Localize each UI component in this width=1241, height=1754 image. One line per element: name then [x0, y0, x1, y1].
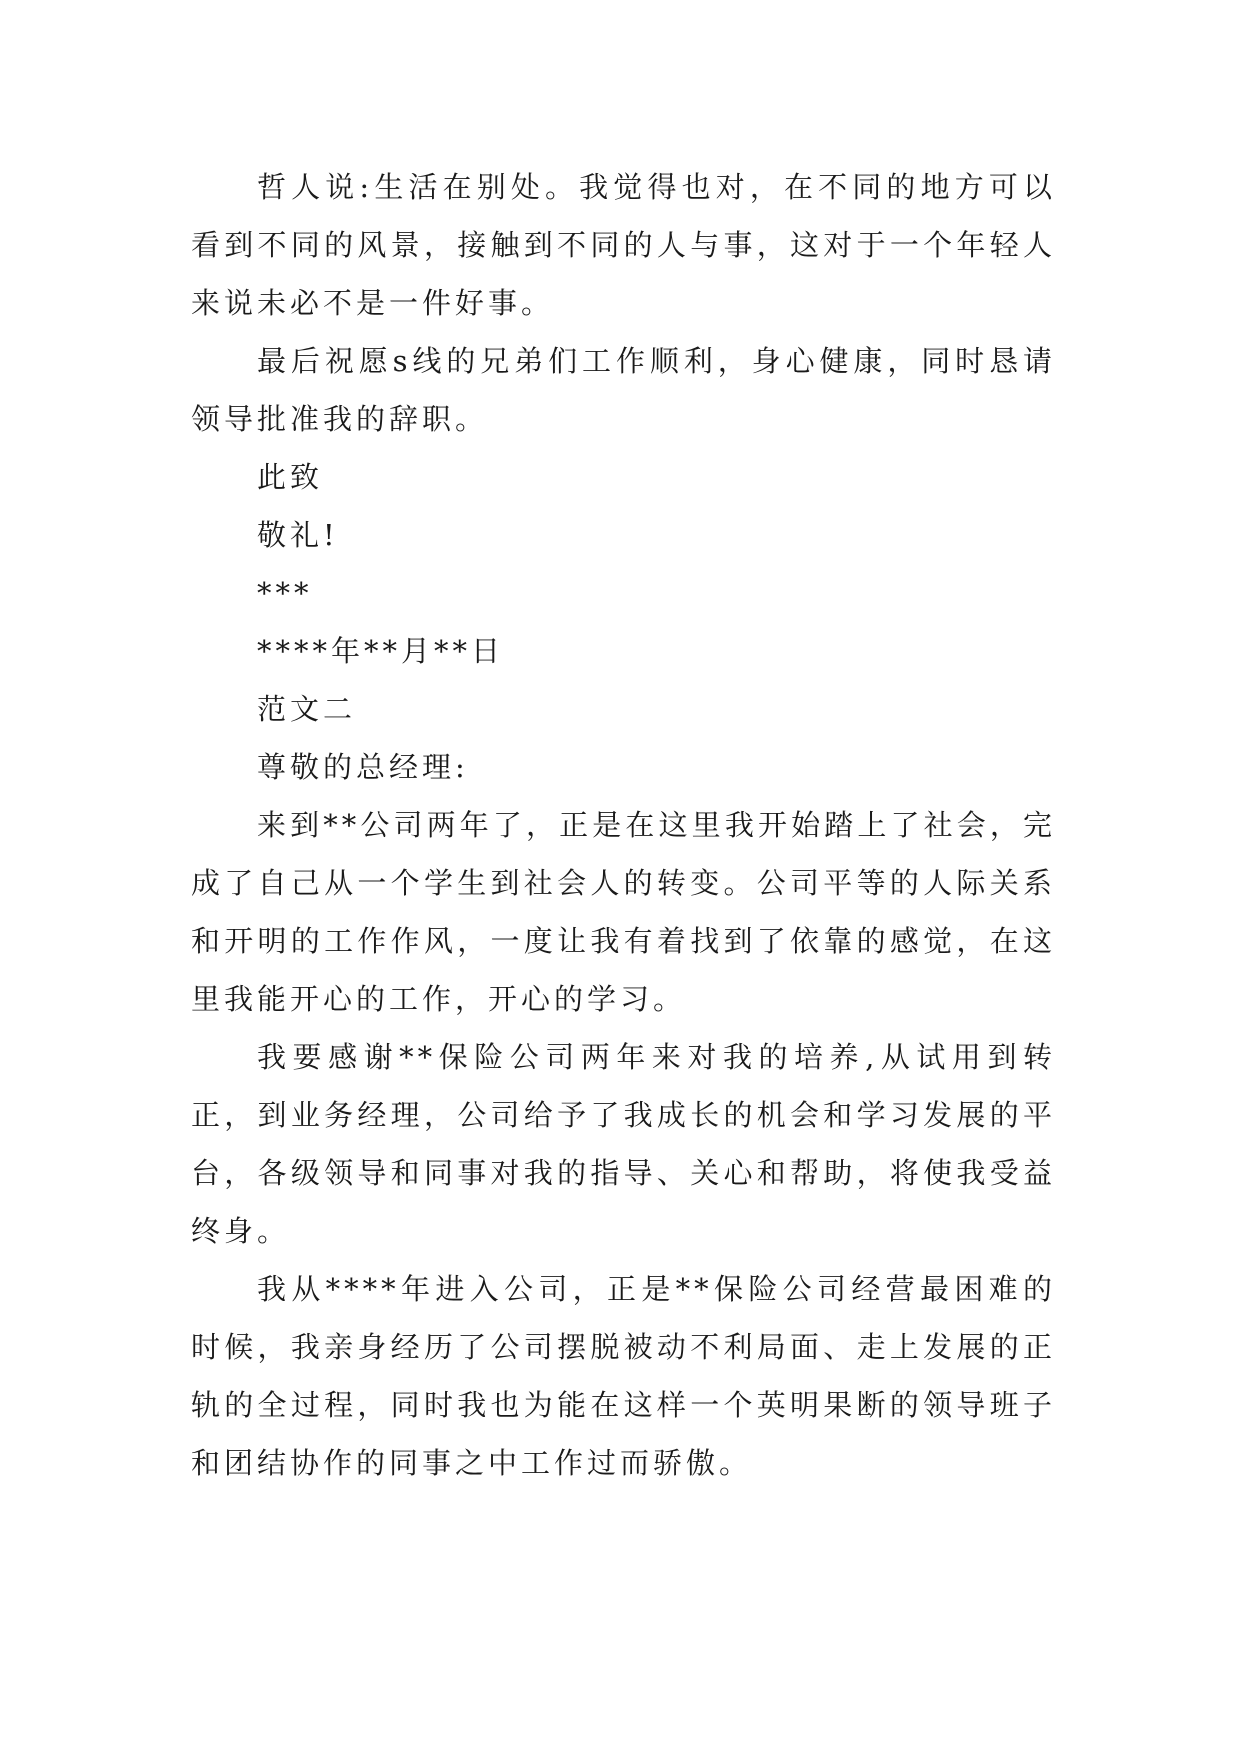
paragraph-philosopher: 哲人说:生活在别处。我觉得也对，在不同的地方可以看到不同的风景，接触到不同的人与事，这对于一个年轻人来说未必不是一件好事。 [191, 170, 1056, 320]
salutation-jingli: 敬礼! [257, 518, 339, 552]
document-body [191, 158, 1056, 1492]
paragraph-thanks: 我要感谢**保险公司两年来对我的培养,从试用到转正，到业务经理，公司给予了我成长的机会和学习发展的平台，各级领导和同事对我的指导、关心和帮助，将使我受益终身。 [191, 1040, 1056, 1248]
signature-name: *** [257, 576, 313, 610]
paragraph-closing-wishes: 最后祝愿s线的兄弟们工作顺利，身心健康，同时恳请领导批准我的辞职。 [191, 344, 1056, 436]
paragraph-experience: 我从****年进入公司，正是**保险公司经营最困难的时候，我亲身经历了公司摆脱被动不利局面、走上发展的正轨的全过程，同时我也为能在这样一个英明果断的领导班子和团结协作的同事之中工作过而骄傲。 [191, 1272, 1056, 1480]
signature-date: ****年**月**日 [257, 634, 505, 668]
paragraph-two-years: 来到**公司两年了，正是在这里我开始踏上了社会，完成了自己从一个学生到社会人的转变。公司平等的人际关系和开明的工作作风，一度让我有着找到了依靠的感觉，在这里我能开心的工作，开心的学习。 [191, 808, 1056, 1016]
section-heading: 范文二 [257, 692, 357, 726]
letter-greeting: 尊敬的总经理: [257, 750, 469, 784]
salutation-cizhi: 此致 [257, 460, 324, 494]
